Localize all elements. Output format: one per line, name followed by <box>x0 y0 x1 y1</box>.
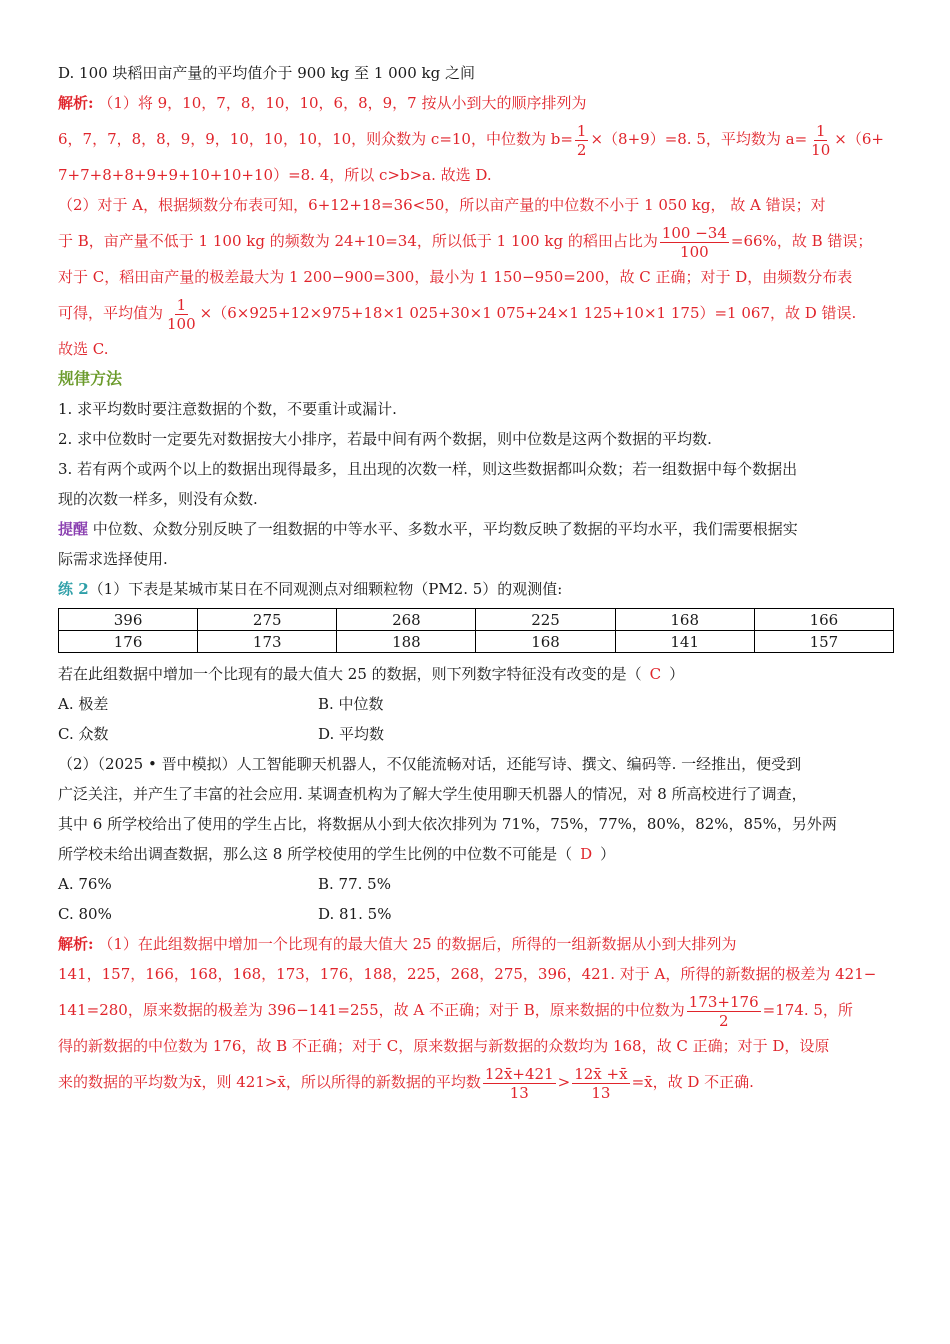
exercise-q1-stem <box>58 659 894 689</box>
text-segment: ） <box>669 665 685 683</box>
text-segment: 141=280，原来数据的极差为 396−141=255，故 A 不正确；对于 B，原来数据的中位数为 <box>58 1001 685 1019</box>
analysis-p2-line5: 故选 C. <box>58 340 109 358</box>
reminder-text-b: 际需求选择使用. <box>58 550 168 568</box>
fraction-numerator: 1 <box>176 295 187 314</box>
reminder-label: 提醒 <box>58 520 89 538</box>
fraction-denominator: 100 <box>167 314 196 333</box>
analysis2-line3 <box>58 989 894 1031</box>
method-section <box>58 364 894 514</box>
analysis2-line1: （1）在此组数据中增加一个比现有的最大值大 25 的数据后，所得的一组新数据从小到大排列为 <box>98 935 737 953</box>
method-item-3b: 现的次数一样多，则没有众数. <box>58 490 258 508</box>
analysis-p1-line3: 7+7+8+8+9+9+10+10+10）=8. 4，所以 c>b>a. 故选 D. <box>58 166 492 184</box>
table-cell: 166 <box>754 609 893 631</box>
table-cell: 141 <box>615 631 754 653</box>
table-cell: 268 <box>337 609 476 631</box>
text-segment: =x̄，故 D 不正确. <box>631 1073 754 1091</box>
q2-option-d: D. 81. 5% <box>318 905 392 923</box>
fraction-old-mean <box>572 1065 629 1102</box>
table-cell: 188 <box>337 631 476 653</box>
analysis-p2-line1: （2）对于 A，根据频数分布表可知，6+12+18=36<50，所以亩产量的中位数不小于 1 050 kg， 故 A 错误；对 <box>58 196 826 214</box>
analysis2-line4: 得的新数据的中位数为 176，故 B 不正确；对于 C，原来数据与新数据的众数均为 168，故 C 正确；对于 D，设原 <box>58 1037 830 1055</box>
option-d-text: D. 100 块稻田亩产量的平均值介于 900 kg 至 1 000 kg 之间 <box>58 64 475 82</box>
text-segment: 所学校未给出调查数据，那么这 8 所学校使用的学生比例的中位数不可能是（ <box>58 845 573 863</box>
analysis-label: 解析: <box>58 935 94 953</box>
fraction-denominator: 10 <box>811 140 831 159</box>
analysis-p1-line2 <box>58 118 894 160</box>
table-cell: 396 <box>59 609 198 631</box>
fraction-ratio <box>660 224 729 261</box>
q2-option-a: A. 76% <box>58 875 112 893</box>
analysis-p2-line4 <box>58 292 894 334</box>
fraction-numerator: 12x̄+421 <box>484 1064 554 1083</box>
fraction-denominator: 2 <box>576 140 587 159</box>
reminder-text-a: 中位数、众数分别反映了一组数据的中等水平、多数水平，平均数反映了数据的平均水平，我们需要根据实 <box>88 520 798 538</box>
fraction-denominator: 13 <box>591 1083 611 1102</box>
fraction-median <box>687 993 761 1030</box>
text-segment: ×（8+9）=8. 5，平均数为 a= <box>590 130 808 148</box>
exercise-q2-line1: （2）（2025 • 晋中模拟）人工智能聊天机器人，不仅能流畅对话，还能写诗、撰文、编码等. 一经推出，便受到 <box>58 755 802 773</box>
analysis-section-1 <box>58 88 894 364</box>
fraction-tenth <box>809 122 832 159</box>
method-title: 规律方法 <box>58 369 123 388</box>
fraction-numerator: 1 <box>576 121 587 140</box>
q1-option-a: A. 极差 <box>58 695 109 713</box>
table-row <box>59 609 894 631</box>
text-segment: =174. 5，所 <box>762 1001 853 1019</box>
exercise-2-section <box>58 574 894 929</box>
fraction-numerator: 12x̄ +x̄ <box>574 1064 628 1083</box>
analysis2-line5 <box>58 1061 894 1103</box>
exercise-q2-line2: 广泛关注，并产生了丰富的社会应用. 某调查机构为了解大学生使用聊天机器人的情况，对 8 所高校进行了调查， <box>58 785 807 803</box>
text-segment: ） <box>600 845 616 863</box>
exercise-q1-intro: （1）下表是某城市某日在不同观测点对细颗粒物（PM2. 5）的观测值: <box>88 580 563 598</box>
table-cell: 168 <box>615 609 754 631</box>
fraction-denominator: 100 <box>680 242 709 261</box>
q2-option-c: C. 80% <box>58 905 112 923</box>
analysis-p2-line2 <box>58 220 894 262</box>
table-cell: 275 <box>198 609 337 631</box>
fraction-denominator: 13 <box>509 1083 529 1102</box>
q1-option-b: B. 中位数 <box>318 695 384 713</box>
reminder-section <box>58 514 894 574</box>
q2-option-b: B. 77. 5% <box>318 875 391 893</box>
answer-q1: C <box>649 665 662 683</box>
text-segment: ×（6×925+12×975+18×1 025+30×1 075+24×1 125+10×1 175）=1 067，故 D 错误. <box>199 304 857 322</box>
method-item-1: 1. 求平均数时要注意数据的个数，不要重计或漏计. <box>58 400 397 418</box>
q1-option-c: C. 众数 <box>58 725 109 743</box>
fraction-denominator: 2 <box>718 1011 729 1030</box>
text-segment: 6，7，7，8，8，9，9，10，10，10，10，则众数为 c=10，中位数为 b= <box>58 130 573 148</box>
text-segment: 于 B，亩产量不低于 1 100 kg 的频数为 24+10=34，所以低于 1 100 kg 的稻田占比为 <box>58 232 658 250</box>
table-cell: 225 <box>476 609 615 631</box>
method-item-2: 2. 求中位数时一定要先对数据按大小排序，若最中间有两个数据，则中位数是这两个数据的平均数. <box>58 430 712 448</box>
exercise-label: 练 2 <box>58 580 89 598</box>
analysis2-line2: 141，157，166，168，168，173，176，188，225，268，275，396，421. 对于 A，所得的新数据的极差为 421− <box>58 965 877 983</box>
table-row <box>59 631 894 653</box>
exercise-q2-line3: 其中 6 所学校给出了使用的学生占比，将数据从小到大依次排列为 71%，75%，77%，80%，82%，85%，另外两 <box>58 815 837 833</box>
answer-q2: D <box>580 845 593 863</box>
analysis-section-2 <box>58 929 894 1103</box>
analysis-p1-line1: （1）将 9，10，7，8，10，10，6，8，9，7 按从小到大的顺序排列为 <box>98 94 587 112</box>
pm25-table <box>58 608 894 653</box>
fraction-numerator: 173+176 <box>688 992 759 1011</box>
text-segment: 可得，平均值为 <box>58 304 164 322</box>
text-segment: > <box>557 1073 571 1091</box>
text-segment: ×（6+ <box>834 130 884 148</box>
table-cell: 173 <box>198 631 337 653</box>
table-cell: 176 <box>59 631 198 653</box>
fraction-half <box>575 122 589 159</box>
fraction-numerator: 1 <box>815 121 826 140</box>
text-segment: =66%，故 B 错误； <box>730 232 873 250</box>
analysis-label: 解析: <box>58 94 94 112</box>
table-cell: 168 <box>476 631 615 653</box>
fraction-hundredth <box>165 296 198 333</box>
q1-option-d: D. 平均数 <box>318 725 385 743</box>
exercise-q2-line4 <box>58 839 894 869</box>
method-item-3a: 3. 若有两个或两个以上的数据出现得最多，且出现的次数一样，则这些数据都叫众数；若一组数据中每个数据出 <box>58 460 798 478</box>
text-segment: 来的数据的平均数为x̄，则 421>x̄，所以所得的新数据的平均数 <box>58 1073 481 1091</box>
analysis-p2-line3: 对于 C，稻田亩产量的极差最大为 1 200−900=300，最小为 1 150−950=200，故 C 正确；对于 D，由频数分布表 <box>58 268 853 286</box>
fraction-numerator: 100 −34 <box>661 223 727 242</box>
table-cell: 157 <box>754 631 893 653</box>
fraction-new-mean <box>483 1065 556 1102</box>
document-page <box>58 58 894 1103</box>
text-segment: 若在此组数据中增加一个比现有的最大值大 25 的数据，则下列数字特征没有改变的是（ <box>58 665 642 683</box>
